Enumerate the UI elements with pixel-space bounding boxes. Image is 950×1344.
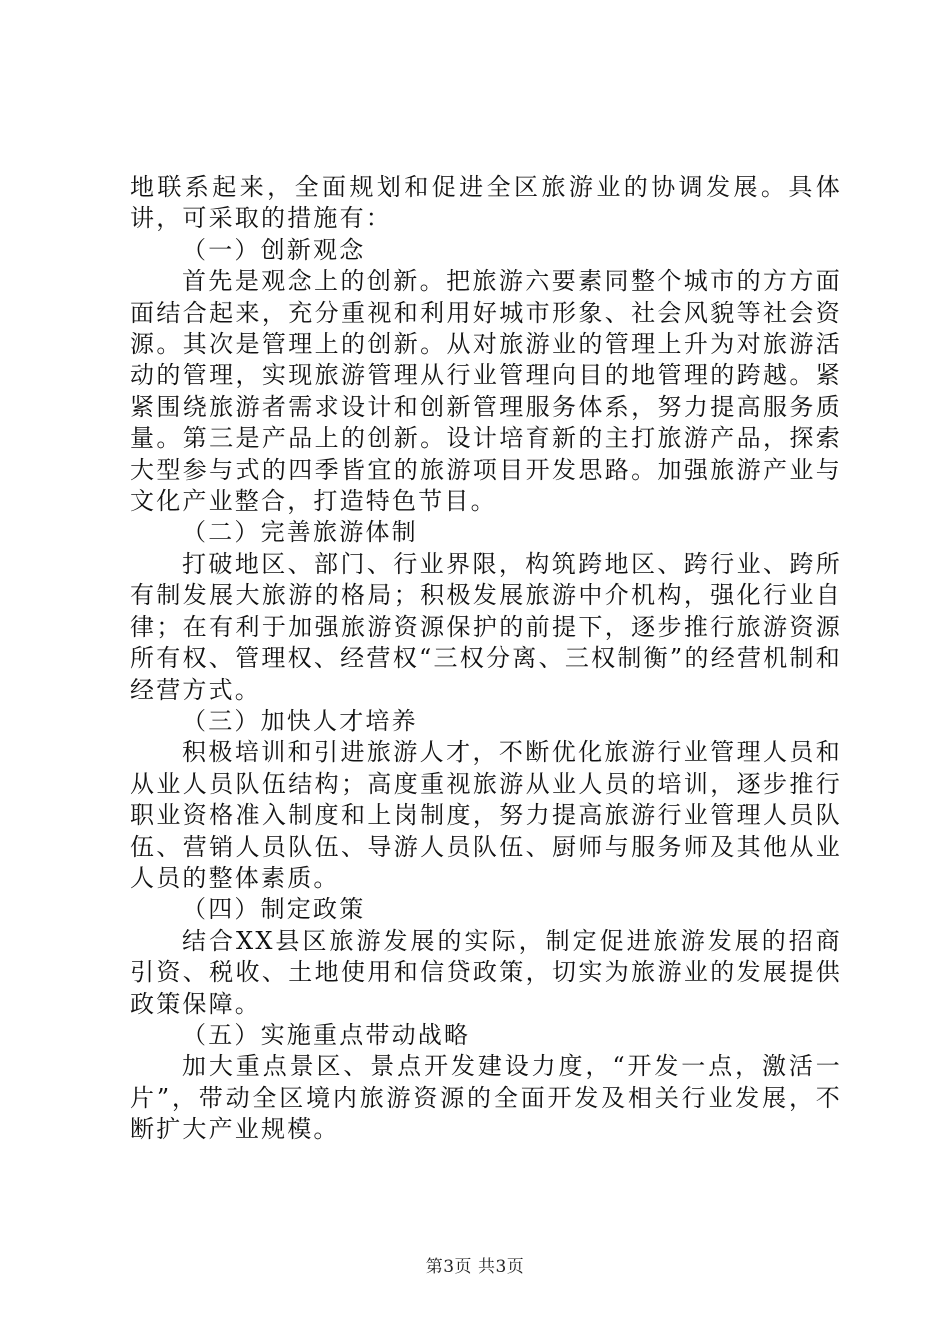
section-heading-5: （五）实施重点带动战略 bbox=[182, 1020, 471, 1049]
paragraph-2: 打破地区、部门、行业界限，构筑跨地区、跨行业、跨所有制发展大旅游的格局；积极发展旅游中介机构，强化行业自律；在有利于加强旅游资源保护的前提下，逐步推行旅游资源所有权、管理权、经营权“三权分离、三权制衡”的经营机制和经营方式。 bbox=[130, 549, 842, 704]
document-body bbox=[130, 172, 842, 1146]
section-heading-1: （一）创新观念 bbox=[182, 235, 366, 264]
paragraph-5: 加大重点景区、景点开发建设力度，“开发一点，激活一片”，带动全区境内旅游资源的全面开发及相关行业发展，不断扩大产业规模。 bbox=[130, 1052, 842, 1144]
section-heading-2: （二）完善旅游体制 bbox=[182, 518, 418, 547]
paragraph-continuation: 地联系起来，全面规划和促进全区旅游业的协调发展。具体讲，可采取的措施有： bbox=[130, 173, 842, 233]
paragraph-1: 首先是观念上的创新。把旅游六要素同整个城市的方方面面结合起来，充分重视和利用好城市形象、社会风貌等社会资源。其次是管理上的创新。从对旅游业的管理上升为对旅游活动的管理，实现旅游管理从行业管理向目的地管理的跨越。紧紧围绕旅游者需求设计和创新管理服务体系，努力提高服务质量。第三是产品上的创新。设计培育新的主打旅游产品，探索大型参与式的四季皆宜的旅游项目开发思路。加强旅游产业与文化产业整合，打造特色节目。 bbox=[130, 267, 842, 516]
page-number-label: 第3页 共3页 bbox=[425, 1257, 525, 1277]
paragraph-3: 积极培训和引进旅游人才，不断优化旅游行业管理人员和从业人员队伍结构；高度重视旅游从业人员的培训，逐步推行职业资格准入制度和上岗制度，努力提高旅游行业管理人员队伍、营销人员队伍、导游人员队伍、厨师与服务师及其他从业人员的整体素质。 bbox=[130, 738, 842, 892]
paragraph-4: 结合XX县区旅游发展的实际，制定促进旅游发展的招商引资、税收、土地使用和信贷政策，切实为旅游业的发展提供政策保障。 bbox=[130, 926, 842, 1018]
section-heading-4: （四）制定政策 bbox=[182, 895, 366, 924]
page-footer bbox=[0, 1252, 950, 1277]
section-heading-3: （三）加快人才培养 bbox=[182, 706, 418, 735]
